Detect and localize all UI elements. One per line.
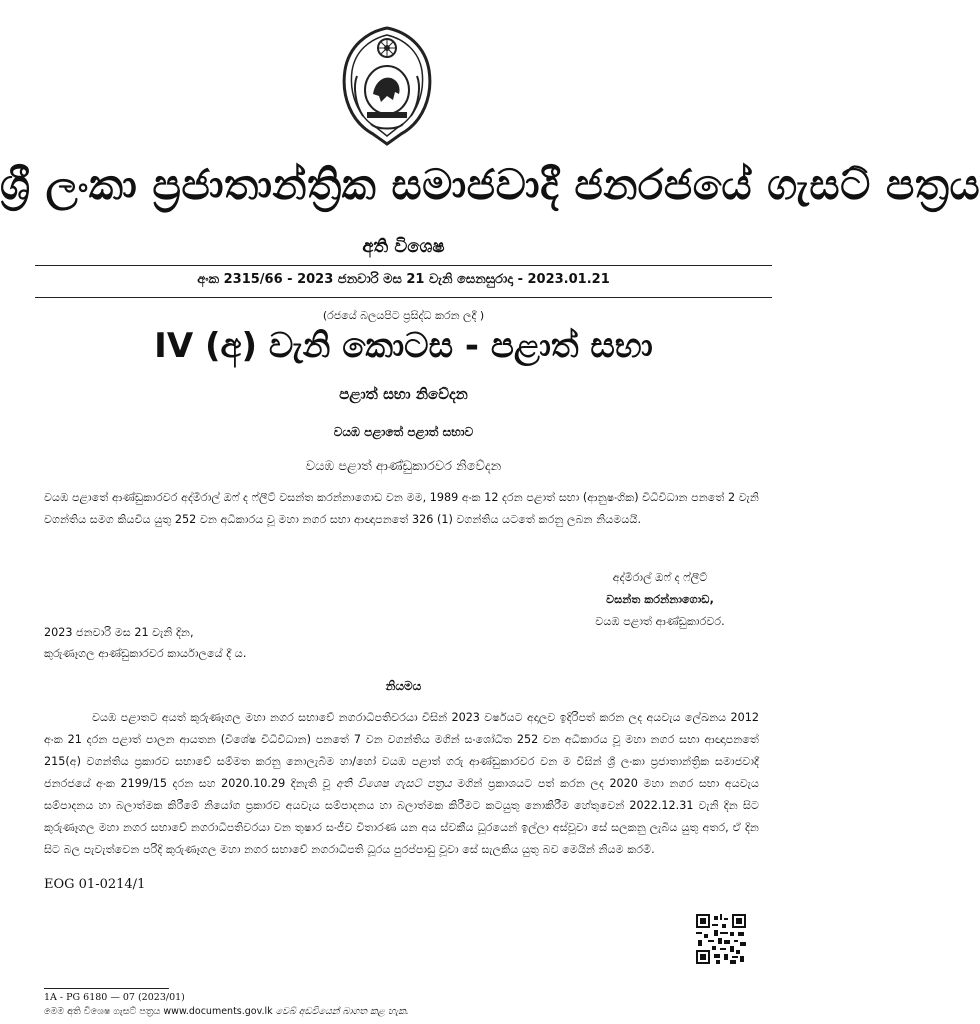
reference-code: EOG 01-0214/1 — [44, 877, 146, 892]
notice-title: වයඹ පළාත් ආණ්ඩුකාරවර නිවේදන — [305, 459, 502, 474]
regulation-title: නියමය — [385, 679, 422, 693]
download-notice — [44, 1006, 409, 1017]
national-emblem-icon — [337, 26, 437, 148]
download-notice-prefix: මෙම අති විශෙෂ ගැසට් පත්‍රය — [44, 1006, 164, 1017]
print-code: 1A - PG 6180 — 07 (2023/01) — [44, 992, 185, 1003]
regulation-text-1: වයඹ පළාතට අයත් කුරුණෑගල මහා නගර සභාවේ නගරාධිපතිවරයා විසින් 2023 වර්ෂයට අදාලව ඉදිරිපත් කරන ලද අයවැය ලේඛනය 2012 අංක 21 දරන පළාත් පාලන ආයතන (විශේෂ විධිවිධාන) පනතේ 7 වන වගන්තිය මගින් සංශෝධිත 252 වන අධිකාරය වූ මහා නගර සභා ආඥාපනතේ 215(අ) වගන්තිය ප්‍රකාරව සභාවේ සම්මත කරනු නොලැබීම හා/හෝ වයඹ පළාත් ගරු ආණ්ඩුකාරවර වන ම විසින් ශ්‍රී ලංකා ප්‍රජාතාන්ත්‍රික සමාජවාදී ජනරජයේ අංක 2199/15 දරන සහ 2020.10.29 දිනැති වූ — [44, 711, 759, 790]
regulation-text-2: මගින් ප්‍රකාශයට පත් කරන ලද 2020 මහා නගර සභා අයවැය සම්පාදනය හා බලාත්මක කිරීමේ නියෝග ප්‍රකාරව අයවැය සම්පාදනය හා බලාත්මක කිරීමට කටයුතු නොකිරීම හේතුවෙන් 2022.12.31 වැනි දින සිට කුරුණෑගල මහා නගර සභාවේ නගරාධිපතිවරයා වන තුෂාර සංජීව විතාරණ යන අය ස්වකීය ධූරයෙන් ඉල්ලා අස්වූවා සේ සලකනු ලැබිය යුතු අතර, ඒ දින සිට බල පැවැත්වෙන පරිදි කුරුණෑගල මහා නගර සභාවේ නගරාධිපති ධූරය පුරප්පාඩු වූවා සේ සැලකිය යුතු බව මෙයින් නියම කරමි. — [44, 777, 760, 856]
signature-block — [560, 567, 760, 633]
notice-place: කුරුණෑගල ආණ්ඩුකාරවර කාර්යාලයේ දී ය. — [44, 647, 247, 660]
part-heading: IV (අ) වැනි කොටස - පළාත් සභා — [154, 326, 653, 366]
top-rule — [35, 265, 772, 266]
issue-line: අංක 2315/66 - 2023 ජනවාරි මස 21 වැනි සෙනසුරාදා - 2023.01.21 — [197, 272, 610, 287]
regulation-paragraph — [44, 707, 759, 861]
footer-rule — [44, 988, 169, 989]
qr-code-icon — [696, 914, 746, 964]
website-link[interactable]: www.documents.gov.lk — [163, 1006, 273, 1017]
section-heading: පළාත් සභා නිවේදන — [339, 385, 468, 403]
signature-rank: අද්මිරාල් ඔෆ් ද ෆ්ලීට් — [612, 571, 708, 584]
download-notice-suffix: වෙබ් අඩවියෙන් බාගත කළ හැක. — [272, 1006, 409, 1017]
intro-paragraph: වයඹ පළාතේ ආණ්ඩුකාරවර අද්මිරාල් ඔෆ් ද ෆ්ලීට් වසන්ත කරන්නාගොඩ වන මම, 1989 අංක 12 දරන පළාත් සභා (ආනුෂංගික) විධිවිධාන පනතේ 2 වැනි වගන්තිය සමග කියවිය යුතු 252 වන අධිකාරය වූ මහා නගර සභා ආඥාපනතේ 326 (1) වගන්තිය යටතේ කරනු ලබන නියමයයි. — [44, 491, 759, 526]
gazette-title: ශ්‍රී ලංකා ප්‍රජාතාන්ත්‍රික සමාජවාදී ජනරජයේ ගැසට් පත්‍රය — [0, 160, 980, 209]
gazette-subtitle: අති විශෙෂ — [362, 236, 445, 257]
regulation-gazette-ref: අති විශෙෂ ගැසට් පත්‍රය — [336, 777, 452, 790]
council-heading: වයඹ පළාතේ පළාත් සභාව — [333, 425, 474, 439]
issue-rule — [35, 297, 772, 298]
signature-name: වසන්ත කරන්නාගොඩ, — [606, 593, 714, 606]
date-place-block — [44, 622, 444, 664]
signature-title: වයඹ පළාත් ආණ්ඩුකාරවර. — [595, 615, 725, 628]
authority-line: (රජයේ බලයපිට ප්‍රසිද්ධ කරන ලදී ) — [322, 309, 485, 322]
notice-date: 2023 ජනවාරි මස 21 වැනි දින, — [44, 626, 194, 639]
